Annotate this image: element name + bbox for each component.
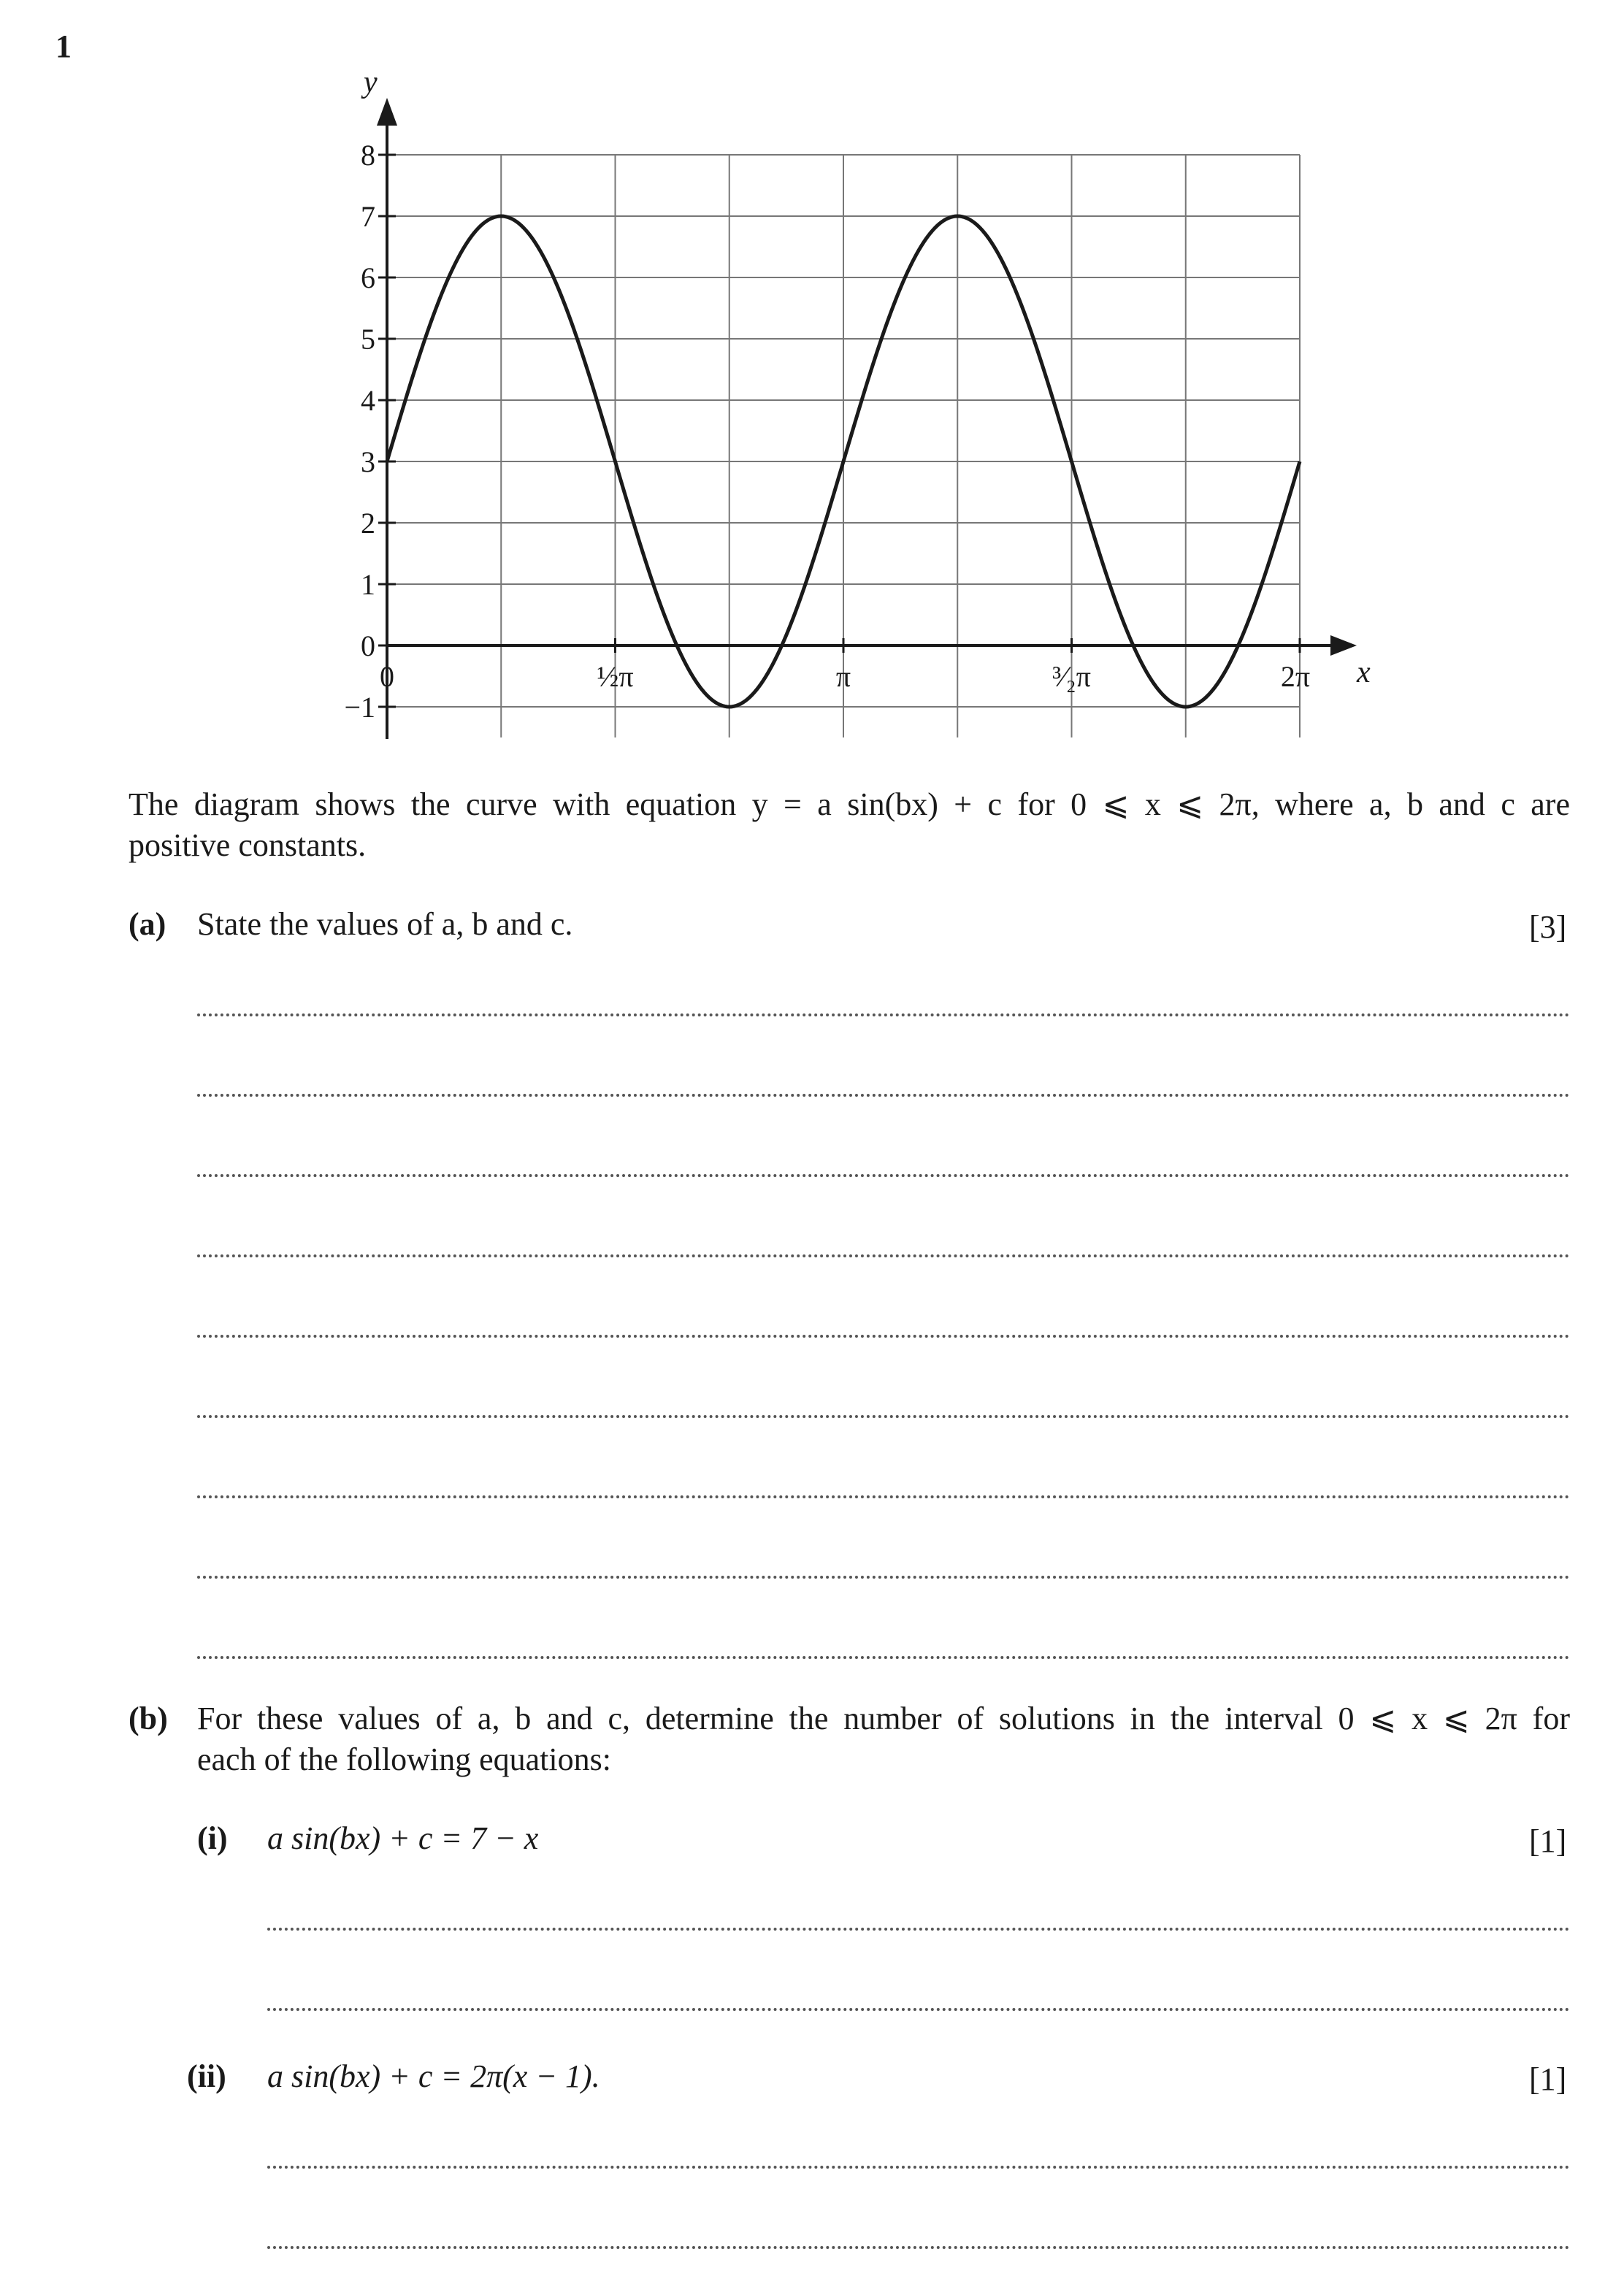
part-b-line-2: each of the following equations: <box>197 1741 611 1777</box>
y-axis-label: y <box>364 66 378 99</box>
x-axis-label: x <box>1357 656 1371 689</box>
y-tick-label: 2 <box>361 507 375 540</box>
x-tick-label: 0 <box>380 660 394 693</box>
answer-line-b-ii-1[interactable] <box>267 2166 1570 2169</box>
part-a-label: (a) <box>129 906 166 942</box>
y-tick-label: 5 <box>361 323 375 356</box>
x-tick-label: ³⁄₂π <box>1052 660 1091 693</box>
x-tick-label: 2π <box>1280 660 1311 693</box>
y-axis-arrow <box>377 98 397 126</box>
intro-line-2: positive constants. <box>129 827 367 863</box>
answer-line-a-7[interactable] <box>197 1495 1570 1498</box>
part-b-i-marks: [1] <box>1529 1823 1567 1859</box>
answer-line-a-6[interactable] <box>197 1415 1570 1418</box>
y-tick-label: 3 <box>361 445 375 478</box>
part-b-label: (b) <box>129 1701 168 1736</box>
answer-line-b-i-2[interactable] <box>267 2008 1570 2011</box>
y-tick-label: 6 <box>361 261 375 294</box>
part-a-marks: [3] <box>1529 909 1567 945</box>
axes <box>377 98 1357 739</box>
sine-curve-graph <box>0 0 1624 774</box>
intro-line-1: The diagram shows the curve with equation y = a sin(bx) + c for 0 ⩽ x ⩽ 2π, where a, b and c are <box>129 786 1570 822</box>
answer-line-a-8[interactable] <box>197 1576 1570 1579</box>
answer-line-a-5[interactable] <box>197 1335 1570 1338</box>
answer-line-b-ii-2[interactable] <box>267 2246 1570 2249</box>
y-tick-label: 0 <box>361 629 375 662</box>
y-tick-label: 7 <box>361 200 375 233</box>
part-b-i-label: (i) <box>197 1820 228 1856</box>
axis-labels <box>361 66 1371 689</box>
x-tick-label: ½π <box>597 660 634 693</box>
part-a-text: State the values of a, b and c. <box>197 906 573 942</box>
y-tick-label: 4 <box>361 384 375 417</box>
part-b-ii-marks: [1] <box>1529 2061 1567 2097</box>
answer-line-a-4[interactable] <box>197 1254 1570 1257</box>
y-tick-label: 1 <box>361 568 375 601</box>
question-number: 1 <box>55 28 72 64</box>
part-b-ii-equation: a sin(bx) + c = 2π(x − 1). <box>267 2058 600 2094</box>
part-b-line-1: For these values of a, b and c, determine the number of solutions in the interval 0 ⩽ x ⩽ 2π for <box>197 1701 1570 1736</box>
part-b-ii-label: (ii) <box>187 2058 226 2094</box>
answer-line-b-i-1[interactable] <box>267 1928 1570 1931</box>
answer-line-a-2[interactable] <box>197 1094 1570 1097</box>
answer-line-a-3[interactable] <box>197 1174 1570 1177</box>
y-tick-label: −1 <box>344 691 375 724</box>
x-axis-arrow <box>1330 635 1357 656</box>
x-tick-label: π <box>835 660 851 693</box>
answer-line-a-1[interactable] <box>197 1013 1570 1016</box>
y-tick-label: 8 <box>361 139 375 172</box>
answer-line-a-9[interactable] <box>197 1656 1570 1659</box>
part-b-i-equation: a sin(bx) + c = 7 − x <box>267 1820 539 1856</box>
